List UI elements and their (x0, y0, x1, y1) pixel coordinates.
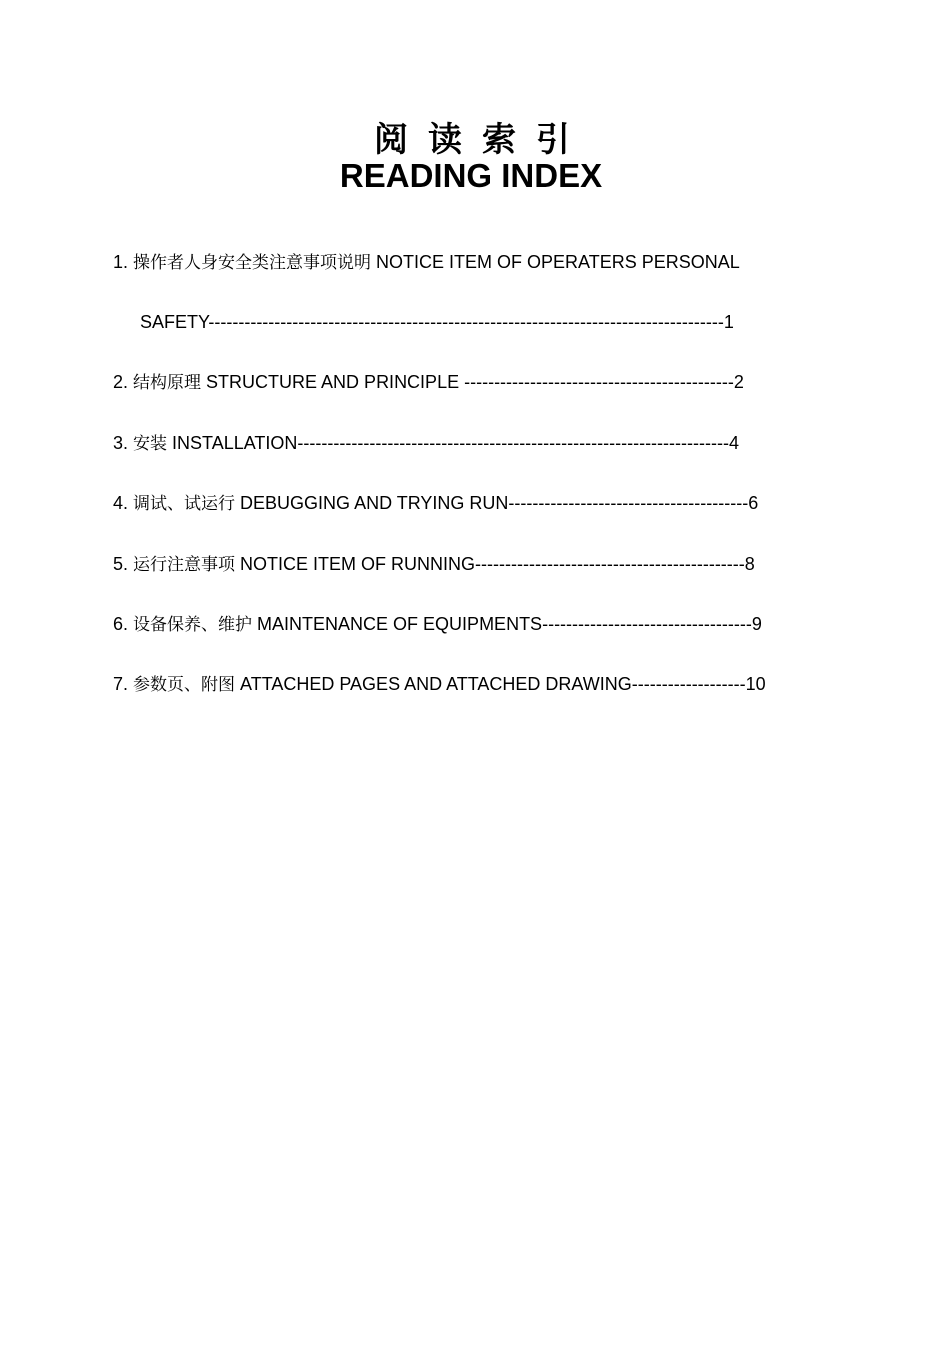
entry-english-title: ATTACHED PAGES AND ATTACHED DRAWING (240, 674, 632, 694)
entry-chinese-title: 调试、试运行 (133, 494, 236, 514)
title-chinese: 阅读索引 (374, 120, 590, 160)
entry-leader-page: ------------------------------------------------------------------------4 (297, 433, 739, 453)
entry-leader-page: ----------------------------------------6 (508, 493, 759, 513)
entry-english-title: MAINTENANCE OF EQUIPMENTS (257, 614, 543, 634)
entry-english-title: NOTICE ITEM OF OPERATERS PERSONAL (376, 252, 740, 272)
entry-leader-page: -------------------10 (631, 674, 766, 694)
index-entry-6 (113, 613, 762, 636)
entry-chinese-title: 操作者人身安全类注意事项说明 (133, 253, 372, 273)
entry-leader-page: -----------------------------------9 (542, 614, 762, 634)
entry-leader-page: ---------------------------------------------2 (459, 372, 744, 392)
entry-number: 3. (113, 433, 129, 453)
entry-english-title: STRUCTURE AND PRINCIPLE (206, 372, 460, 392)
index-entry-1-continuation (140, 311, 734, 333)
entry-number: 6. (113, 614, 129, 634)
entry-english-title: NOTICE ITEM OF RUNNING (240, 554, 476, 574)
index-entry-7 (113, 673, 766, 696)
entry-chinese-title: 运行注意事项 (133, 555, 236, 575)
entry-chinese-title: 安装 (133, 434, 168, 454)
entry-chinese-title: 设备保养、维护 (133, 615, 253, 635)
entry-leader-page: ---------------------------------------------8 (475, 554, 755, 574)
index-entry-1 (113, 251, 740, 274)
index-entry-2 (113, 371, 744, 394)
entry-chinese-title: 参数页、附图 (133, 675, 236, 695)
index-entry-3 (113, 432, 739, 455)
index-entry-4 (113, 492, 758, 515)
entry-english-title: INSTALLATION (172, 433, 298, 453)
entry-number: 7. (113, 674, 129, 694)
entry-number: 5. (113, 554, 129, 574)
entry-chinese-title: 结构原理 (133, 373, 202, 393)
title-english: READING INDEX (339, 157, 603, 194)
entry-continuation: SAFETY--------------------------------------------------------------------------------------1 (140, 312, 734, 332)
entry-number: 4. (113, 493, 129, 513)
index-entry-5 (113, 553, 755, 576)
entry-number: 1. (113, 252, 129, 272)
entry-english-title: DEBUGGING AND TRYING RUN (240, 493, 509, 513)
entry-number: 2. (113, 372, 129, 392)
